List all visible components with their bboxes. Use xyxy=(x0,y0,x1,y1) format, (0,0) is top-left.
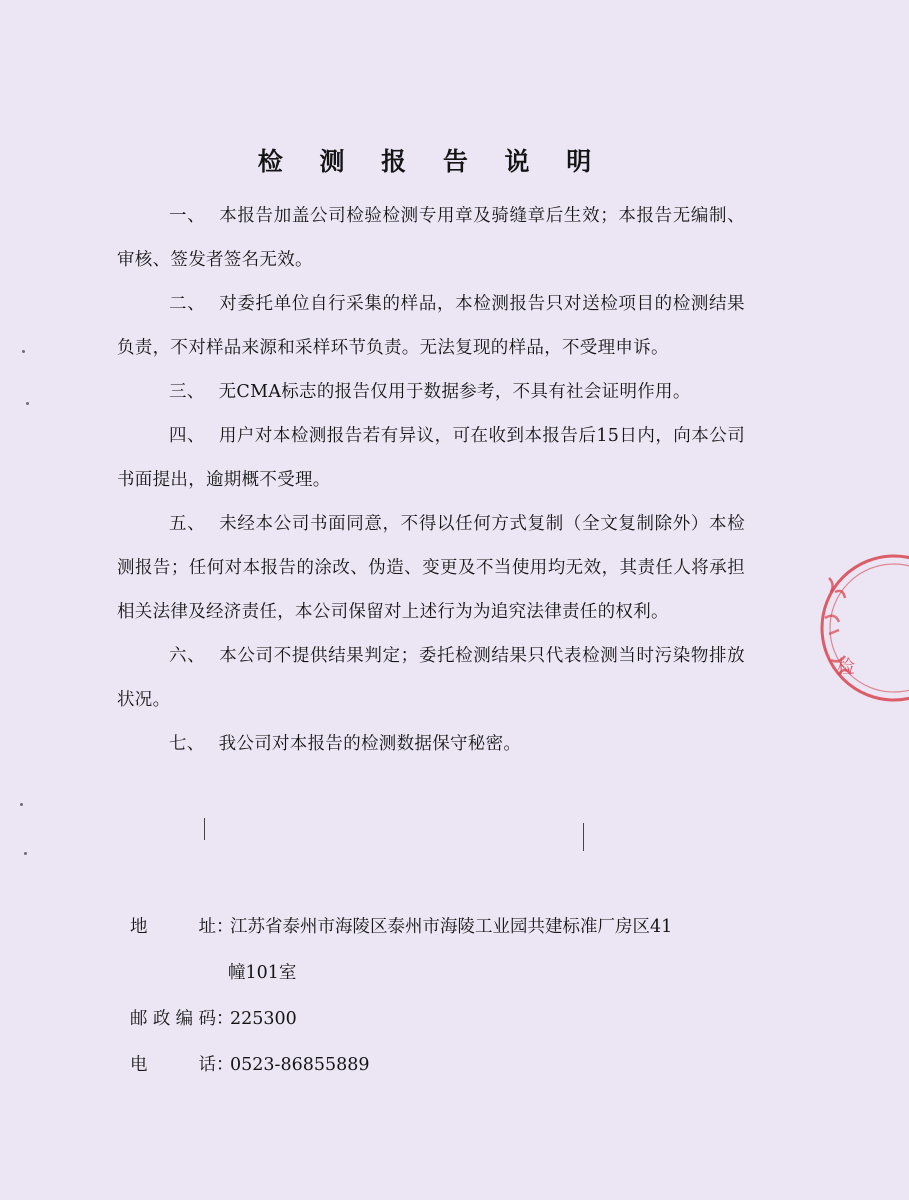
clause-text: 本公司不提供结果判定；委托检测结果只代表检测当时污染物排放状况。 xyxy=(117,646,745,710)
clause-number: 五、 xyxy=(169,514,206,534)
clause-text: 我公司对本报告的检测数据保守秘密。 xyxy=(218,734,522,754)
clause-number: 六、 xyxy=(169,646,206,666)
scan-mark xyxy=(204,818,205,840)
clause-text: 无CMA标志的报告仅用于数据参考，不具有社会证明作用。 xyxy=(218,382,691,402)
postcode-row xyxy=(130,1005,297,1030)
clause-3 xyxy=(117,370,745,414)
address-value: 江苏省泰州市海陵区泰州市海陵工业园共建标准厂房区41 xyxy=(230,917,673,937)
seal-visible-char: 检 xyxy=(837,657,855,678)
clause-list xyxy=(117,194,745,766)
postcode-value: 225300 xyxy=(230,1009,297,1029)
scan-speck xyxy=(24,852,27,855)
clause-number: 四、 xyxy=(169,426,205,446)
page-title: 检 测 报 告 说 明 xyxy=(257,147,606,176)
clause-7 xyxy=(117,722,745,766)
address-continuation: 幢101室 xyxy=(228,963,297,983)
address-row xyxy=(130,913,672,938)
phone-value: 0523-86855889 xyxy=(230,1055,370,1075)
colon: ： xyxy=(216,917,234,937)
scan-speck xyxy=(20,803,23,806)
clause-number: 七、 xyxy=(169,734,205,754)
clause-5 xyxy=(117,502,745,634)
clause-text: 用户对本检测报告若有异议，可在收到本报告后15日内，向本公司书面提出，逾期概不受理。 xyxy=(117,426,746,490)
clause-text: 未经本公司书面同意，不得以任何方式复制（全文复制除外）本检测报告；任何对本报告的涂改、伪造、变更及不当使用均无效，其责任人将承担相关法律及经济责任，本公司保留对上述行为为追究法律责任的权利。 xyxy=(117,514,745,622)
colon: ： xyxy=(216,1055,234,1075)
clause-text: 本报告加盖公司检验检测专用章及骑缝章后生效；本报告无编制、审核、签发者签名无效。 xyxy=(117,206,745,270)
seal-stamp-icon xyxy=(799,548,909,708)
scan-speck xyxy=(22,350,25,353)
colon: ： xyxy=(216,1009,234,1029)
phone-label: 电话 xyxy=(130,1055,216,1075)
clause-number: 三、 xyxy=(169,382,205,402)
clause-1 xyxy=(117,194,745,282)
clause-4 xyxy=(117,414,745,502)
scan-speck xyxy=(26,402,29,405)
clause-6 xyxy=(117,634,745,722)
phone-row xyxy=(130,1051,370,1076)
clause-number: 一、 xyxy=(169,206,206,226)
clause-2 xyxy=(117,282,745,370)
scan-mark xyxy=(583,823,584,851)
address-label: 地址 xyxy=(130,917,216,937)
clause-text: 对委托单位自行采集的样品，本检测报告只对送检项目的检测结果负责，不对样品来源和采样环节负责。无法复现的样品，不受理申诉。 xyxy=(117,294,745,358)
postcode-label: 邮政编码 xyxy=(130,1009,216,1029)
clause-number: 二、 xyxy=(169,294,206,314)
